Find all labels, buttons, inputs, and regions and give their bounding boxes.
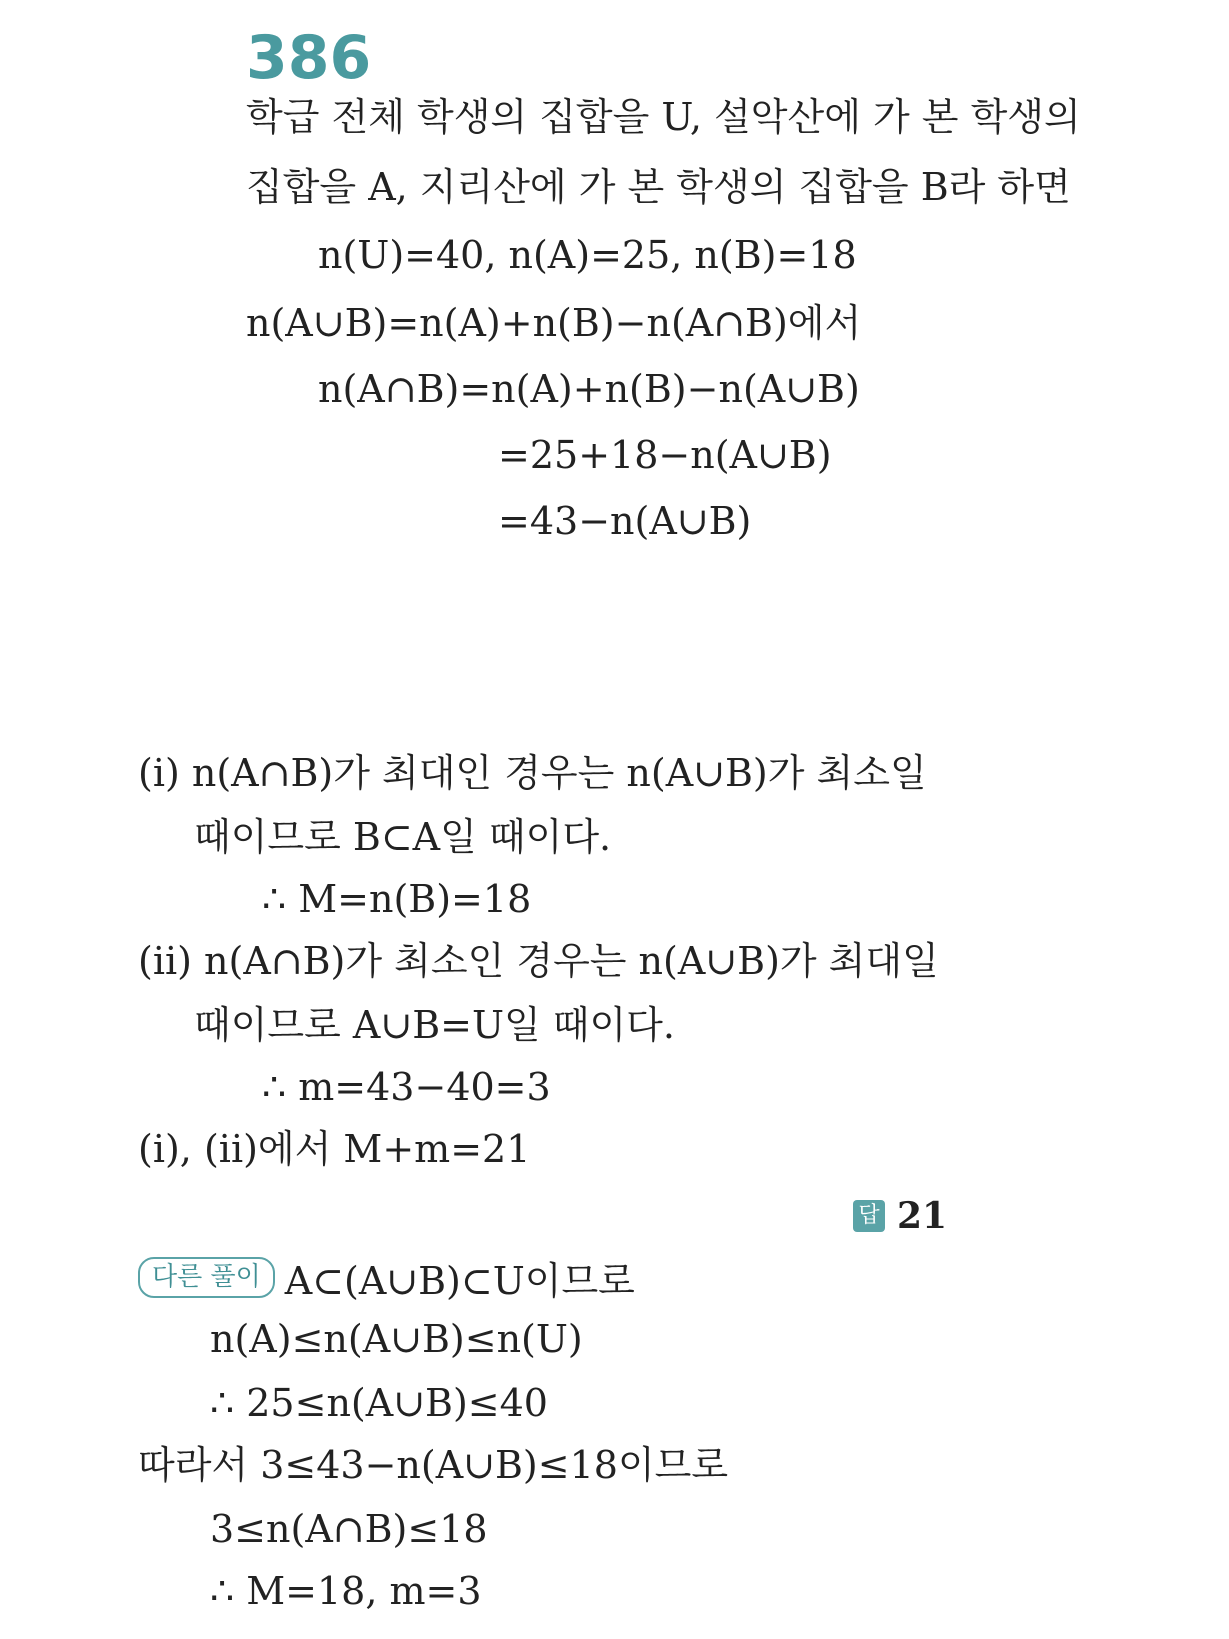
conclusion-line: (i), (ii)에서 M+m=21 xyxy=(138,1127,531,1171)
case-line: 때이므로 B⊂A일 때이다. xyxy=(194,815,612,859)
alt-solution-header xyxy=(138,1250,635,1305)
answer-badge: 답 xyxy=(853,1200,885,1232)
text-line: 학급 전체 학생의 집합을 U, 설악산에 가 본 학생의 xyxy=(246,95,1081,139)
equation-line: n(A∩B)=n(A)+n(B)−n(A∪B) xyxy=(318,367,860,411)
case-line: 때이므로 A∪B=U일 때이다. xyxy=(194,1003,675,1047)
alt-equation-line: n(A)≤n(A∪B)≤n(U) xyxy=(210,1317,583,1361)
answer xyxy=(853,1196,947,1236)
equation-line: n(A∪B)=n(A)+n(B)−n(A∩B)에서 xyxy=(246,301,862,345)
alt-solution-badge: 다른 풀이 xyxy=(138,1257,275,1298)
equation-line: =25+18−n(A∪B) xyxy=(498,433,832,477)
alt-equation-line: 3≤n(A∩B)≤18 xyxy=(210,1507,488,1551)
alt-solution-first-line: A⊂(A∪B)⊂U이므로 xyxy=(284,1259,635,1303)
alt-equation-line: ∴ M=18, m=3 xyxy=(210,1569,482,1613)
equation-line: =43−n(A∪B) xyxy=(498,499,752,543)
answer-value: 21 xyxy=(897,1195,948,1237)
equation-line: ∴ m=43−40=3 xyxy=(262,1065,551,1109)
case-line: (ii) n(A∩B)가 최소인 경우는 n(A∪B)가 최대일 xyxy=(138,939,939,983)
case-line: (i) n(A∩B)가 최대인 경우는 n(A∪B)가 최소일 xyxy=(138,751,927,795)
alt-equation-line: ∴ 25≤n(A∪B)≤40 xyxy=(210,1381,548,1425)
text-line: 집합을 A, 지리산에 가 본 학생의 집합을 B라 하면 xyxy=(246,165,1071,209)
problem-number: 386 xyxy=(246,23,372,93)
equation-line: ∴ M=n(B)=18 xyxy=(262,877,532,921)
equation-line: n(U)=40, n(A)=25, n(B)=18 xyxy=(318,233,857,277)
alt-text-line: 따라서 3≤43−n(A∪B)≤18이므로 xyxy=(138,1443,729,1487)
